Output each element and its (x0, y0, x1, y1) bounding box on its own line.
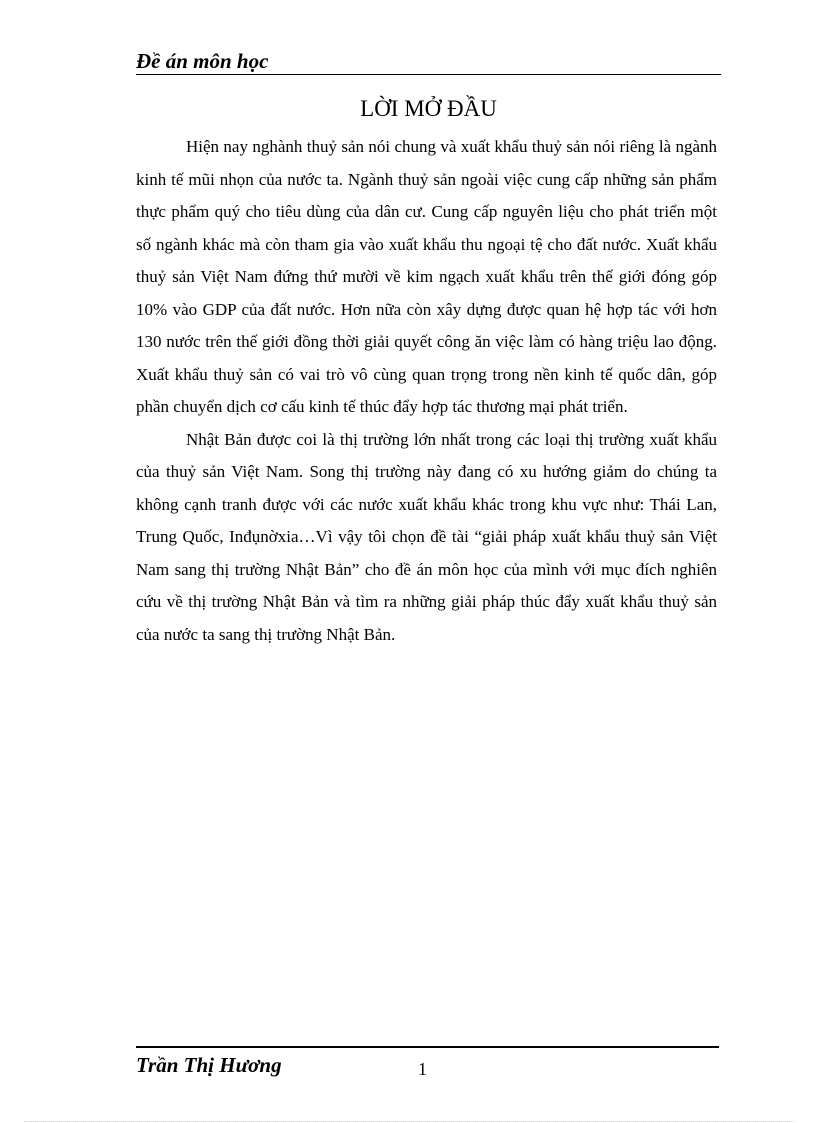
document-title: LỜI MỞ ĐẦU (360, 96, 497, 121)
paragraph: Hiện nay nghành thuỷ sản nói chung và xuất khẩu thuỷ sản nói riêng là ngành kinh tế mũi nhọn của nước ta. Ngành thuỷ sản ngoài việc cung cấp những sản phẩm thực phẩm quý cho tiêu dùng của dân cư. Cung cấp nguyên liệu cho phát triển một số ngành khác mà còn tham gia vào xuất khẩu thu ngoại tệ cho đất nước. Xuất khẩu thuỷ sản Việt Nam đứng thứ mười về kim ngạch xuất khẩu trên thế giới đóng góp 10% vào GDP của đất nước. Hơn nữa còn xây dựng được quan hệ hợp tác với hơn 130 nước trên thế giới đồng thời giải quyết công ăn việc làm có hàng triệu lao động. Xuất khẩu thuỷ sản có vai trò vô cùng quan trọng trong nền kinh tế quốc dân, góp phần chuyển dịch cơ cấu kinh tế thúc đẩy hợp tác thương mại phát triển. (136, 137, 717, 416)
body-text (136, 131, 717, 651)
header-title: Đề án môn học (136, 49, 269, 73)
page-footer (136, 1046, 719, 1088)
page-header (136, 48, 721, 75)
page-edge-divider (24, 1121, 794, 1122)
page-number: 1 (418, 1059, 427, 1079)
footer-author: Trần Thị Hương (136, 1053, 282, 1077)
paragraph: Nhật Bản được coi là thị trường lớn nhất trong các loại thị trường xuất khẩu của thuỷ sản Việt Nam. Song thị trường này đang có xu hướng giảm do chúng ta không cạnh tranh được với các nước xuất khẩu khác trong khu vực như: Thái Lan, Trung Quốc, Inđụnờxia…Vì vậy tôi chọn đề tài “giải pháp xuất khẩu thuỷ sản Việt Nam sang thị trường Nhật Bản” cho đề án môn học của mình với mục đích nghiên cứu về thị trường Nhật Bản và tìm ra những giải pháp thúc đẩy xuất khẩu thuỷ sản của nước ta sang thị trường Nhật Bản. (136, 429, 717, 644)
